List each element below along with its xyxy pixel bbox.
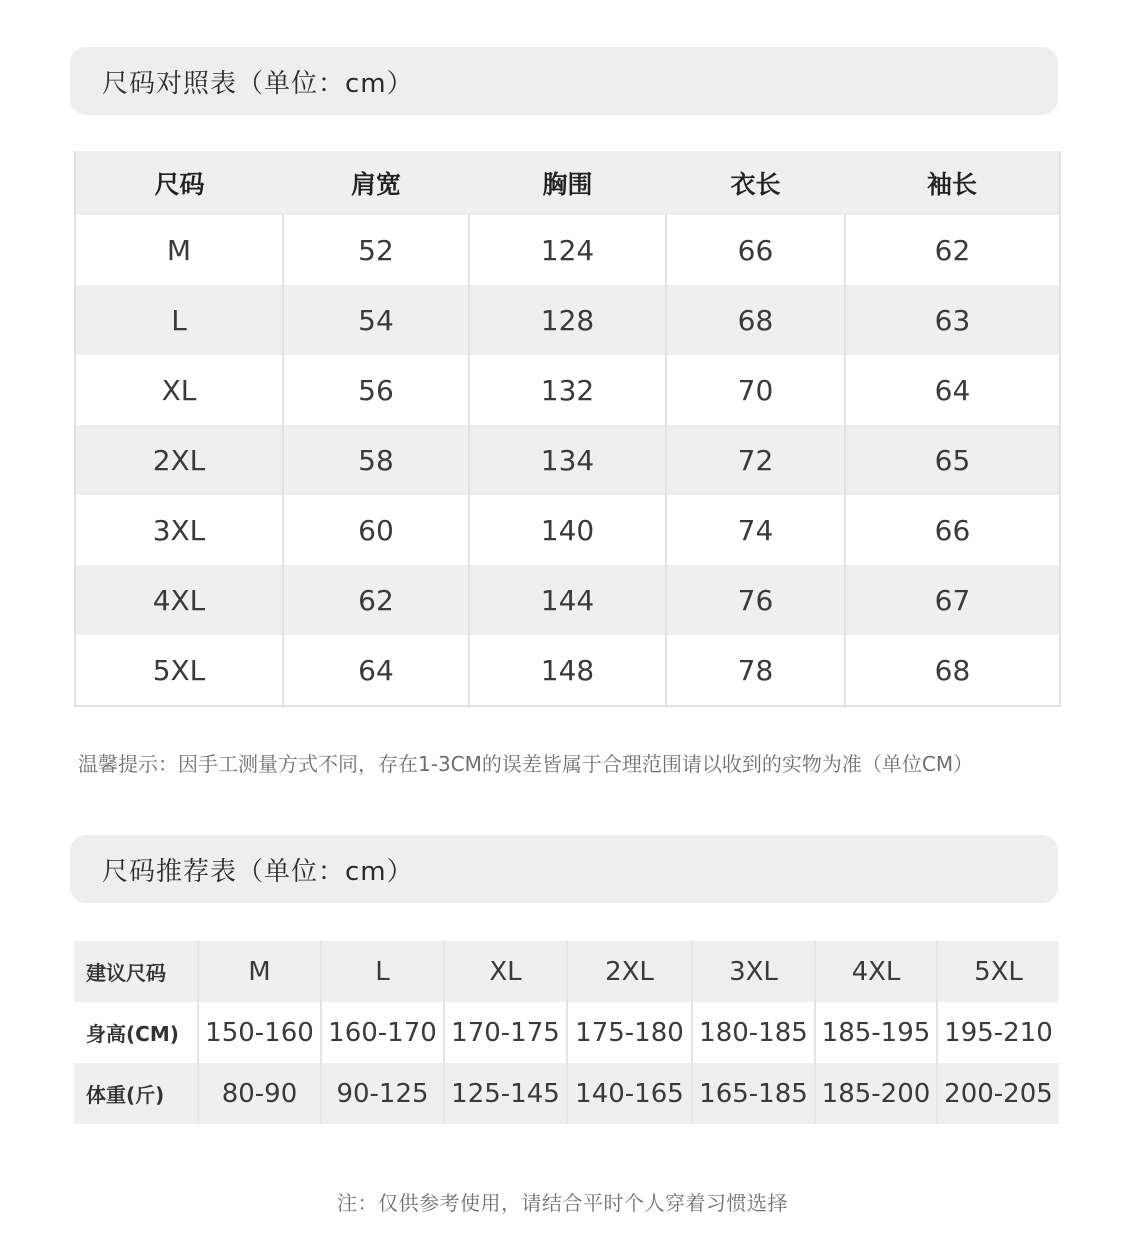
cell-length: 72	[666, 425, 845, 495]
cell-shoulder: 54	[283, 285, 469, 355]
recommend-chart-table	[74, 941, 1059, 1124]
cell-height: 150-160	[198, 1002, 321, 1063]
cell-sleeve: 65	[845, 425, 1060, 495]
cell-chest: 148	[469, 635, 666, 706]
cell-sleeve: 63	[845, 285, 1060, 355]
cell-chest: 132	[469, 355, 666, 425]
cell-chest: 124	[469, 215, 666, 285]
table-row	[75, 495, 1060, 565]
cell-weight: 165-185	[692, 1063, 815, 1124]
cell-weight: 140-165	[567, 1063, 692, 1124]
cell-chest: 128	[469, 285, 666, 355]
cell-size: 3XL	[692, 941, 815, 1002]
cell-height: 170-175	[444, 1002, 567, 1063]
cell-length: 76	[666, 565, 845, 635]
table-row	[75, 565, 1060, 635]
cell-size: 4XL	[815, 941, 937, 1002]
measurement-note: 温馨提示：因手工测量方式不同，存在1-3CM的误差皆属于合理范围请以收到的实物为准（单位CM）	[78, 752, 974, 776]
cell-shoulder: 60	[283, 495, 469, 565]
cell-length: 70	[666, 355, 845, 425]
cell-height: 180-185	[692, 1002, 815, 1063]
cell-shoulder: 58	[283, 425, 469, 495]
header-chest: 胸围	[469, 151, 666, 215]
row-label-size: 建议尺码	[74, 941, 198, 1002]
header-shoulder: 肩宽	[283, 151, 469, 215]
row-label-weight: 体重(斤)	[74, 1063, 198, 1124]
cell-weight: 90-125	[321, 1063, 444, 1124]
cell-size: 5XL	[937, 941, 1059, 1002]
recommend-row-weight	[74, 1063, 1059, 1124]
cell-size: M	[75, 215, 283, 285]
table-row	[75, 285, 1060, 355]
cell-height: 195-210	[937, 1002, 1059, 1063]
table-row	[75, 425, 1060, 495]
size-chart-title: 尺码对照表（单位：cm）	[70, 47, 1058, 115]
table-row	[75, 635, 1060, 706]
size-chart-table	[74, 151, 1061, 707]
cell-sleeve: 62	[845, 215, 1060, 285]
cell-weight: 185-200	[815, 1063, 937, 1124]
cell-size: XL	[444, 941, 567, 1002]
cell-size: 4XL	[75, 565, 283, 635]
cell-height: 160-170	[321, 1002, 444, 1063]
cell-size: 5XL	[75, 635, 283, 706]
size-chart-header-row	[75, 151, 1060, 215]
cell-sleeve: 66	[845, 495, 1060, 565]
cell-length: 66	[666, 215, 845, 285]
table-row	[75, 215, 1060, 285]
cell-shoulder: 56	[283, 355, 469, 425]
cell-length: 74	[666, 495, 845, 565]
cell-height: 175-180	[567, 1002, 692, 1063]
cell-size: XL	[75, 355, 283, 425]
header-sleeve: 袖长	[845, 151, 1060, 215]
cell-shoulder: 62	[283, 565, 469, 635]
cell-size: L	[321, 941, 444, 1002]
cell-chest: 144	[469, 565, 666, 635]
cell-sleeve: 67	[845, 565, 1060, 635]
cell-chest: 140	[469, 495, 666, 565]
cell-size: 2XL	[567, 941, 692, 1002]
cell-sleeve: 64	[845, 355, 1060, 425]
cell-weight: 200-205	[937, 1063, 1059, 1124]
cell-shoulder: 52	[283, 215, 469, 285]
header-length: 衣长	[666, 151, 845, 215]
cell-length: 78	[666, 635, 845, 706]
cell-chest: 134	[469, 425, 666, 495]
cell-size: L	[75, 285, 283, 355]
cell-length: 68	[666, 285, 845, 355]
header-size: 尺码	[75, 151, 283, 215]
cell-weight: 80-90	[198, 1063, 321, 1124]
reference-note: 注：仅供参考使用，请结合平时个人穿着习惯选择	[337, 1191, 788, 1215]
row-label-height: 身高(CM)	[74, 1002, 198, 1063]
cell-shoulder: 64	[283, 635, 469, 706]
cell-height: 185-195	[815, 1002, 937, 1063]
cell-size: 3XL	[75, 495, 283, 565]
cell-weight: 125-145	[444, 1063, 567, 1124]
table-row	[75, 355, 1060, 425]
recommend-chart-title: 尺码推荐表（单位：cm）	[70, 835, 1058, 903]
cell-sleeve: 68	[845, 635, 1060, 706]
recommend-row-height	[74, 1002, 1059, 1063]
cell-size: 2XL	[75, 425, 283, 495]
cell-size: M	[198, 941, 321, 1002]
recommend-row-size	[74, 941, 1059, 1002]
